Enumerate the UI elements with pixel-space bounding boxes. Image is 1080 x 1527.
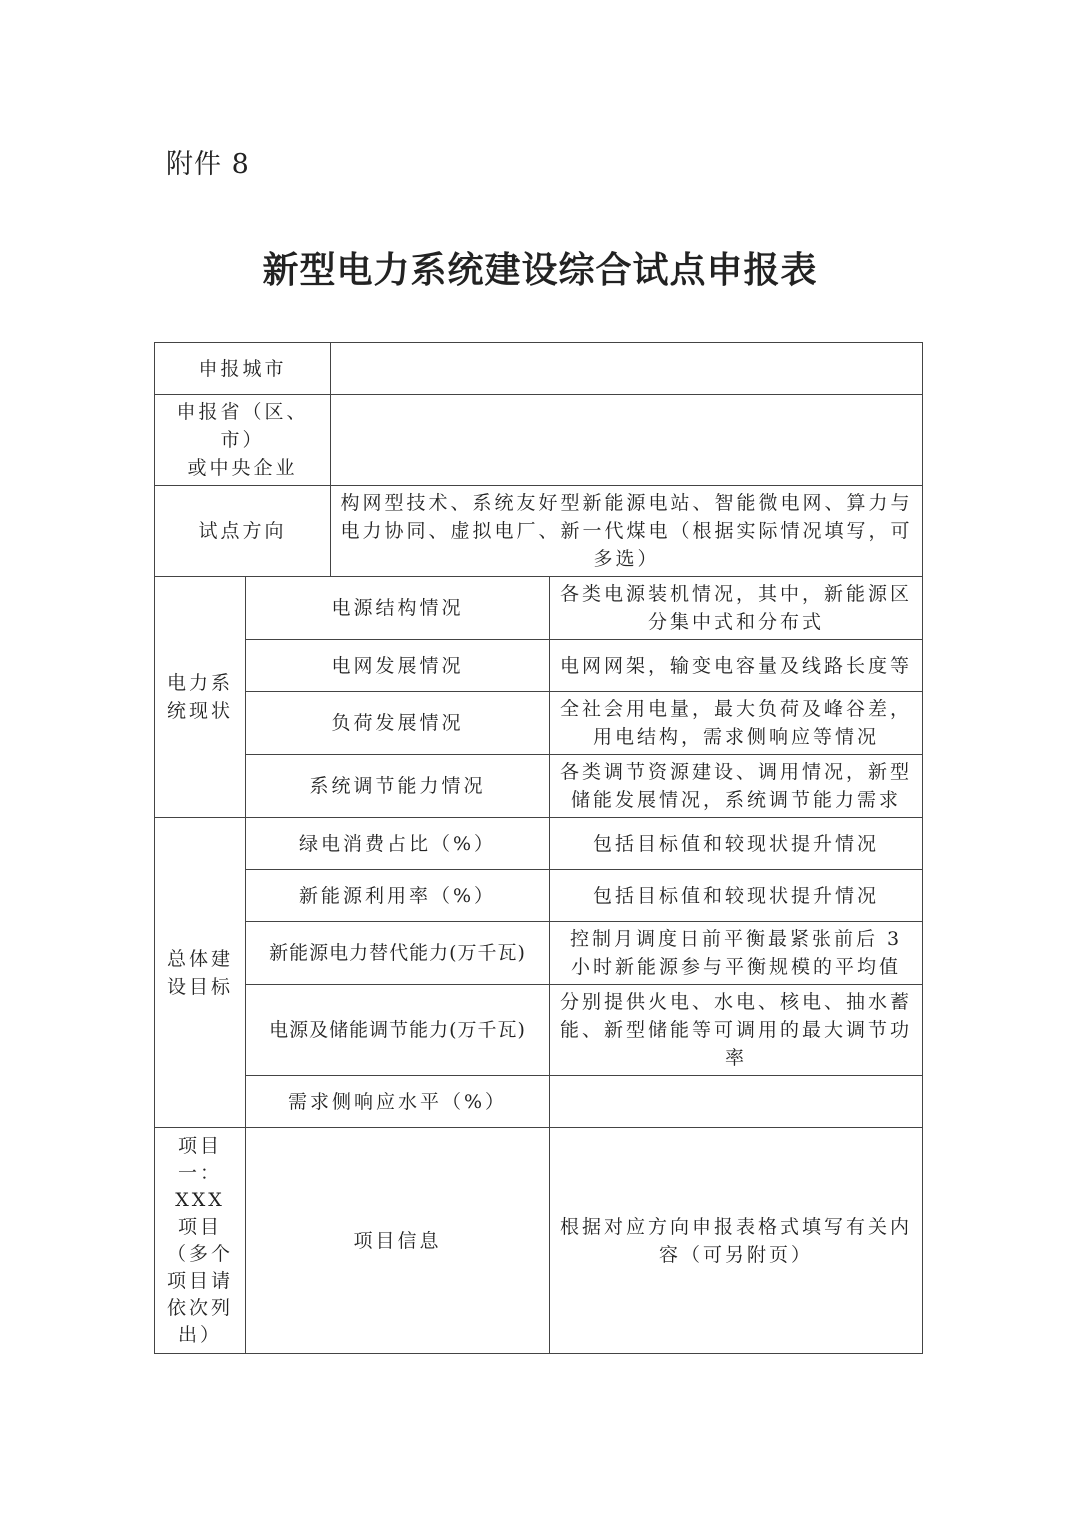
status-row — [155, 640, 923, 692]
goal-row — [155, 870, 923, 922]
goal-row — [155, 1076, 923, 1128]
status-group-label — [155, 577, 246, 818]
direction-text: 构网型技术、系统友好型新能源电站、智能微电网、算力与电力协同、虚拟电厂、新一代煤电（根据实际情况填写，可多选） — [331, 486, 923, 577]
project-group-line: 依次列 — [166, 1296, 233, 1319]
goal-item-desc: 包括目标值和较现状提升情况 — [550, 870, 923, 922]
goal-row — [155, 985, 923, 1076]
status-item-label: 电网发展情况 — [246, 640, 550, 692]
status-item-desc: 电网网架，输变电容量及线路长度等 — [550, 640, 923, 692]
goal-item-label: 新能源利用率（%） — [246, 870, 550, 922]
goal-item-label: 新能源电力替代能力(万千瓦) — [246, 922, 550, 985]
goals-group-label — [155, 818, 246, 1128]
province-value[interactable] — [331, 395, 923, 486]
goal-item-desc[interactable] — [550, 1076, 923, 1128]
goal-item-desc: 分别提供火电、水电、核电、抽水蓄能、新型储能等可调用的最大调节功率 — [550, 985, 923, 1076]
status-item-desc: 全社会用电量，最大负荷及峰谷差，用电结构，需求侧响应等情况 — [550, 692, 923, 755]
project-group-line: 项目 — [177, 1215, 222, 1238]
goal-item-label: 绿电消费占比（%） — [246, 818, 550, 870]
province-label-line2: 或中央企业 — [187, 457, 298, 479]
project-group-line: 一： — [177, 1161, 222, 1184]
goal-item-label: 电源及储能调节能力(万千瓦) — [246, 985, 550, 1076]
goals-group-line2: 设目标 — [166, 975, 233, 998]
status-row — [155, 692, 923, 755]
project-group-line: XXX — [175, 1188, 225, 1211]
goal-row — [155, 818, 923, 870]
status-item-label: 负荷发展情况 — [246, 692, 550, 755]
row-province — [155, 395, 923, 486]
row-city — [155, 343, 923, 395]
goal-item-desc: 包括目标值和较现状提升情况 — [550, 818, 923, 870]
project-info-label: 项目信息 — [246, 1128, 550, 1354]
goal-row — [155, 922, 923, 985]
status-row — [155, 755, 923, 818]
goal-item-label: 需求侧响应水平（%） — [246, 1076, 550, 1128]
goal-item-desc: 控制月调度日前平衡最紧张前后 3 小时新能源参与平衡规模的平均值 — [550, 922, 923, 985]
project-group-line: 项目 — [177, 1134, 222, 1157]
project-group-label — [155, 1128, 246, 1354]
project-group-line: （多个 — [166, 1242, 233, 1265]
city-value[interactable] — [331, 343, 923, 395]
status-row — [155, 577, 923, 640]
province-label-line1: 申报省（区、市） — [176, 401, 309, 451]
status-item-desc: 各类电源装机情况，其中，新能源区分集中式和分布式 — [550, 577, 923, 640]
project-group-line: 出） — [177, 1323, 222, 1346]
attachment-number: 附件 8 — [166, 149, 250, 180]
direction-label: 试点方向 — [155, 486, 331, 577]
project-row — [155, 1128, 923, 1354]
project-info-desc: 根据对应方向申报表格式填写有关内容（可另附页） — [550, 1128, 923, 1354]
row-direction — [155, 486, 923, 577]
application-form-table — [154, 342, 923, 1354]
status-group-line1: 电力系 — [166, 672, 233, 694]
city-label: 申报城市 — [155, 343, 331, 395]
goals-group-line1: 总体建 — [166, 947, 233, 970]
project-group-line: 项目请 — [166, 1269, 233, 1292]
status-item-desc: 各类调节资源建设、调用情况，新型储能发展情况，系统调节能力需求 — [550, 755, 923, 818]
status-group-line2: 统现状 — [166, 700, 233, 722]
status-item-label: 电源结构情况 — [246, 577, 550, 640]
page-title: 新型电力系统建设综合试点申报表 — [262, 250, 818, 291]
province-label — [155, 395, 331, 486]
status-item-label: 系统调节能力情况 — [246, 755, 550, 818]
